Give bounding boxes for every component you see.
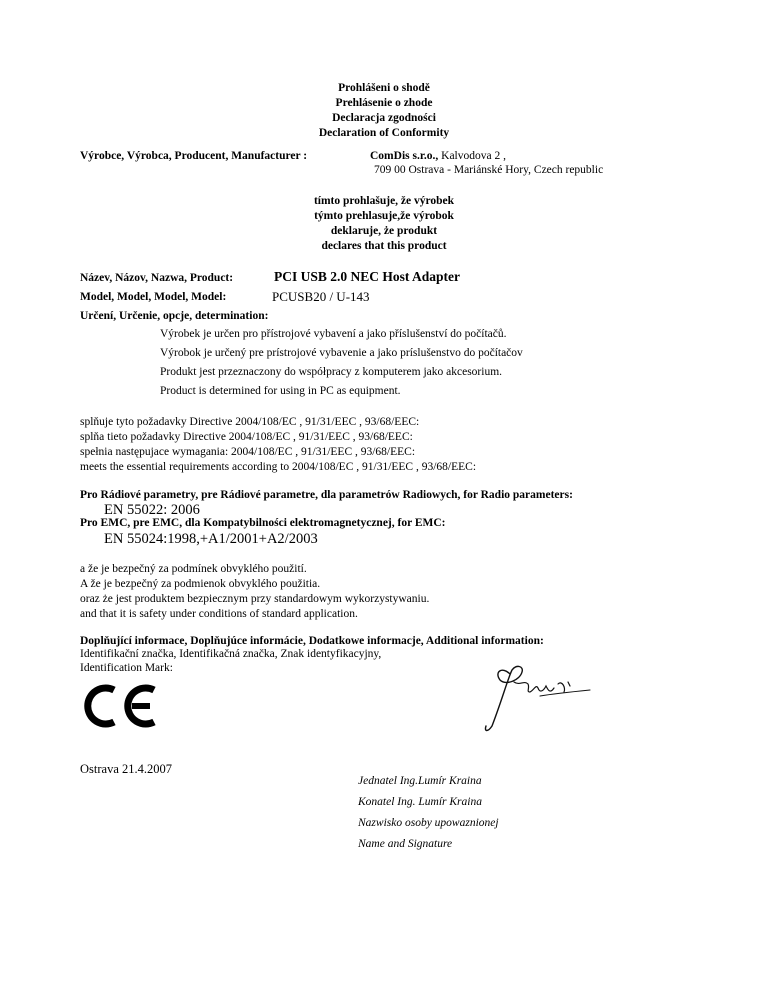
title-english: Declaration of Conformity xyxy=(318,127,450,139)
determination-label: Určení, Určenie, opcje, determination: xyxy=(80,310,269,322)
radio-parameters-value: EN 55022: 2006 xyxy=(104,502,200,518)
safety-line-slovak: A že je bezpečný za podmienok obvyklého použitia. xyxy=(80,578,321,590)
declares-czech: tímto prohlašuje, že výrobek xyxy=(313,195,455,207)
manufacturer-street: Kalvodova 2 , xyxy=(438,150,506,162)
emc-value: EN 55024:1998,+A1/2001+A2/2003 xyxy=(104,531,318,547)
emc-label: Pro EMC, pre EMC, dla Kompatybilności elektromagnetycznej, for EMC: xyxy=(80,517,446,529)
signatory-slovak: Konatel Ing. Lumír Kraina xyxy=(358,796,482,808)
manufacturer-label: Výrobce, Výrobca, Producent, Manufacturer : xyxy=(80,150,308,162)
ce-mark-logo xyxy=(84,684,160,728)
product-name-value: PCI USB 2.0 NEC Host Adapter xyxy=(274,269,461,284)
title-polish: Declaracja zgodności xyxy=(332,112,436,124)
place-date: Ostrava 21.4.2007 xyxy=(80,762,172,776)
title-slovak: Prehlásenie o zhode xyxy=(335,97,433,109)
safety-line-czech: a že je bezpečný za podmínek obvyklého použití. xyxy=(80,563,307,575)
directive-line-czech: splňuje tyto požadavky Directive 2004/108/EC , 91/31/EEC , 93/68/EEC: xyxy=(80,416,420,428)
signatory-polish: Nazwisko osoby upowaznionej xyxy=(358,817,499,829)
signatory-czech: Jednatel Ing.Lumír Kraina xyxy=(358,775,482,787)
title-czech: Prohlášeni o shodě xyxy=(338,82,430,94)
manufacturer-company: ComDis s.r.o., xyxy=(370,150,439,162)
safety-line-polish: oraz że jest produktem bezpiecznym przy standardowym wykorzystywaniu. xyxy=(80,593,430,605)
manufacturer-city: 709 00 Ostrava - Mariánské Hory, Czech republic xyxy=(374,164,604,176)
identification-mark-line1: Identifikační značka, Identifikačná značka, Znak identyfikacyjny, xyxy=(80,648,382,660)
declares-english: declares that this product xyxy=(321,240,447,252)
identification-mark-line2: Identification Mark: xyxy=(80,662,173,674)
determination-line: Výrobok je určený pre prístrojové vybavenie a jako príslušenstvo do počítačov xyxy=(160,347,523,359)
determination-line: Product is determined for using in PC as equipment. xyxy=(160,385,401,397)
product-model-label: Model, Model, Model, Model: xyxy=(80,291,227,303)
signatory-english: Name and Signature xyxy=(358,838,453,850)
product-name-label: Název, Názov, Nazwa, Product: xyxy=(80,272,234,284)
manufacturer-address-line1 xyxy=(370,150,506,163)
directive-line-polish: spełnia następujace wymagania: 2004/108/EC , 91/31/EEC , 93/68/EEC: xyxy=(80,446,416,458)
directive-line-english: meets the essential requirements according to 2004/108/EC , 91/31/EEC , 93/68/EEC: xyxy=(80,461,477,473)
declares-slovak: týmto prehlasuje,že výrobok xyxy=(314,210,454,222)
directive-line-slovak: splňa tieto požadavky Directive 2004/108/EC , 91/31/EEC , 93/68/EEC: xyxy=(80,431,413,443)
product-model-value: PCUSB20 / U-143 xyxy=(272,289,370,304)
declares-polish: deklaruje, że produkt xyxy=(330,225,438,237)
determination-line: Výrobek je určen pro přístrojové vybavení a jako příslušenství do počítačů. xyxy=(160,328,507,340)
handwritten-signature xyxy=(480,660,600,738)
radio-parameters-label: Pro Rádiové parametry, pre Rádiové parametre, dla parametrów Radiowych, for Radio parameters: xyxy=(80,489,573,501)
determination-line: Produkt jest przeznaczony do współpracy z komputerem jako akcesorium. xyxy=(160,366,503,378)
safety-line-english: and that it is safety under conditions of standard application. xyxy=(80,608,358,620)
additional-info-label: Doplňující informace, Doplňujúce informácie, Dodatkowe informacje, Additional information: xyxy=(80,635,544,647)
